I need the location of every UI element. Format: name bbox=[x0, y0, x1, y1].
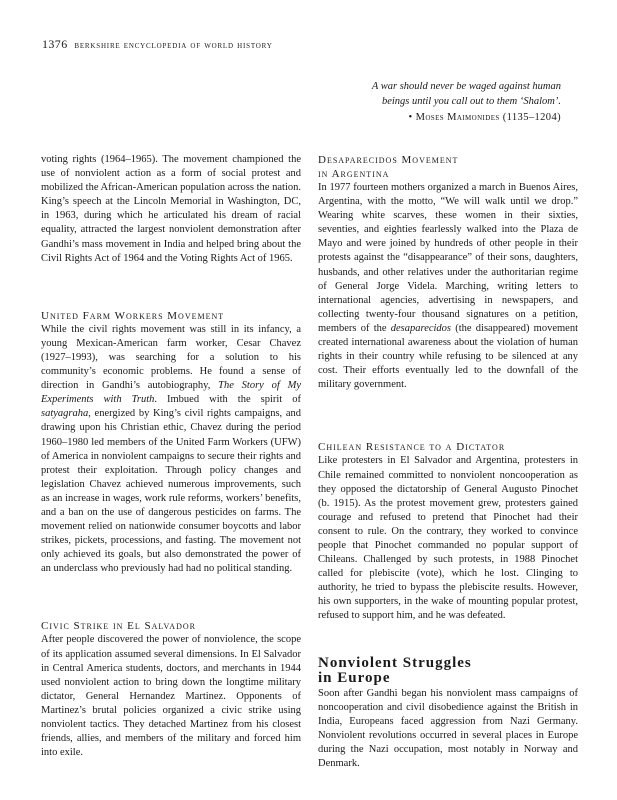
desaparecidos-paragraph bbox=[318, 181, 578, 392]
page-number: 1376 bbox=[42, 37, 68, 51]
desaparecidos-text-1: In 1977 fourteen mothers organized a march in Buenos Aires, Argentina, with the motto, “We will walk until we drop.” Wearing white scarves, these women in their sixties, seventies, and eighties fearlessly walked into the Plaza de Mayo and were joined by hundreds of other people in their protests against the “disappearance” of their sons, daughters, husbands, and other relatives under the authoritarian regime of General Jorge Videla. Marching, writing letters to international agencies, advertising in newspapers, and collecting twenty-four thousand signatures on a petition, members of the bbox=[318, 182, 578, 334]
ufw-paragraph bbox=[41, 323, 301, 577]
ufw-text-1: While the civil rights movement was still in its infancy, a young Mexican-American farm worker, Cesar Chavez (1927–1993), was searching for a solution to his community’s economic problems. He found a sense of direction in Gandhi’s autobiography, bbox=[41, 323, 301, 392]
epigraph-quote-line2: beings until you call out to them ‘Shalom’. bbox=[381, 95, 561, 107]
desaparecidos-term: desaparecidos bbox=[390, 322, 452, 334]
left-column bbox=[41, 153, 301, 760]
civic-strike-heading: Civic Strike in El Salvador bbox=[41, 620, 196, 633]
desaparecidos-heading-line2: in Argentina bbox=[318, 168, 390, 180]
europe-paragraph: Soon after Gandhi began his nonviolent mass campaigns of noncooperation and civil disobedience against the British in India, Europeans faced aggression from Nazi Germany. Nonviolent revolutions occurred in several places in Europe during the Nazi occupation, most notably in Norway and Denmark. bbox=[318, 687, 578, 769]
intro-paragraph: voting rights (1964–1965). The movement championed the use of nonviolent action as a form of social protest and mobilized the African-American population across the nation. King’s speech at the Lincoln Memorial in Washington, DC, in 1963, during which he articulated his dream of racial equality, attracted the largest nonviolent demonstration after Gandhi’s mass movement in India and helped bring about the Civil Rights Act of 1964 and the Voting Rights Act of 1965. bbox=[41, 154, 301, 264]
desaparecidos-heading-line1: Desaparecidos Movement bbox=[318, 154, 459, 166]
epigraph bbox=[301, 80, 561, 126]
chilean-paragraph: Like protesters in El Salvador and Argentina, protesters in Chile remained committed to nonviolent noncooperation as they opposed the dictatorship of General Augusto Pinochet (b. 1915). As the protest movement grew, protesters gained courage and refused to pretend that Pinochet had their consent to rule. On the contrary, they worked to convince people that Pinochet commanded no popular support of Chileans. Challenged by such protests, in 1988 Pinochet called for plebiscite (vote), which he lost. Clinging to authority, he tried to bypass the plebiscite results. However, his own supporters, in the wake of mounting popular protest, refused to support him, and he was defeated. bbox=[318, 455, 578, 622]
ufw-term: satyagraha bbox=[41, 408, 89, 420]
epigraph-attribution: • Moses Maimonides (1135–1204) bbox=[408, 112, 561, 123]
europe-heading-line2: in Europe bbox=[318, 670, 391, 687]
ufw-text-3: , energized by King’s civil rights campaigns, and drawing upon his Christian ethic, Chavez during the period 1960–1980 led members of the United Farm Workers (UFW) of America in nonviolent campaigns to secure their rights and protest their exploitation. Through policy changes and legislation Chavez achieved numerous improvements, such as an increase in wages, work rule reforms, workers’ benefits, and a ban on the use of dangerous pesticides on farms. The movement relied on nationwide consumer boycotts and labor strikes, pickets, processions, and fasting. The movement not only achieved its goals, but also demonstrated the power of an underclass who previously had had no political standing. bbox=[41, 408, 301, 575]
civic-strike-paragraph: After people discovered the power of nonviolence, the scope of its application assumed several dimensions. In El Salvador in Central America students, doctors, and merchants in 1944 used nonviolent action to bring down the longtime military dictator, General Hernandez Martinez. Opponents of Martinez’s brutal policies organized a civic strike using nonviolent tactics. They detached Martinez from his closest friends, allies, and members of the military and forced him into exile. bbox=[41, 634, 301, 759]
desaparecidos-heading bbox=[318, 153, 578, 181]
chilean-heading: Chilean Resistance to a Dictator bbox=[318, 441, 506, 454]
running-header bbox=[42, 37, 273, 52]
right-column bbox=[318, 153, 578, 771]
journal-title: berkshire encyclopedia of world history bbox=[74, 40, 273, 51]
ufw-text-2: . Imbued with the spirit of bbox=[154, 394, 301, 406]
ufw-book-title: The Story of My Experiments with Truth bbox=[41, 380, 301, 406]
europe-heading-line1: Nonviolent Struggles bbox=[318, 654, 472, 671]
ufw-heading: United Farm Workers Movement bbox=[41, 309, 225, 322]
europe-heading bbox=[318, 656, 578, 687]
desaparecidos-text-2: (the disappeared) movement created international awareness about the violation of human rights in their country while refusing to be silenced at any cost. Their efforts eventually led to the downfall of the military government. bbox=[318, 322, 578, 391]
epigraph-quote-line1: A war should never be waged against human bbox=[371, 81, 561, 92]
